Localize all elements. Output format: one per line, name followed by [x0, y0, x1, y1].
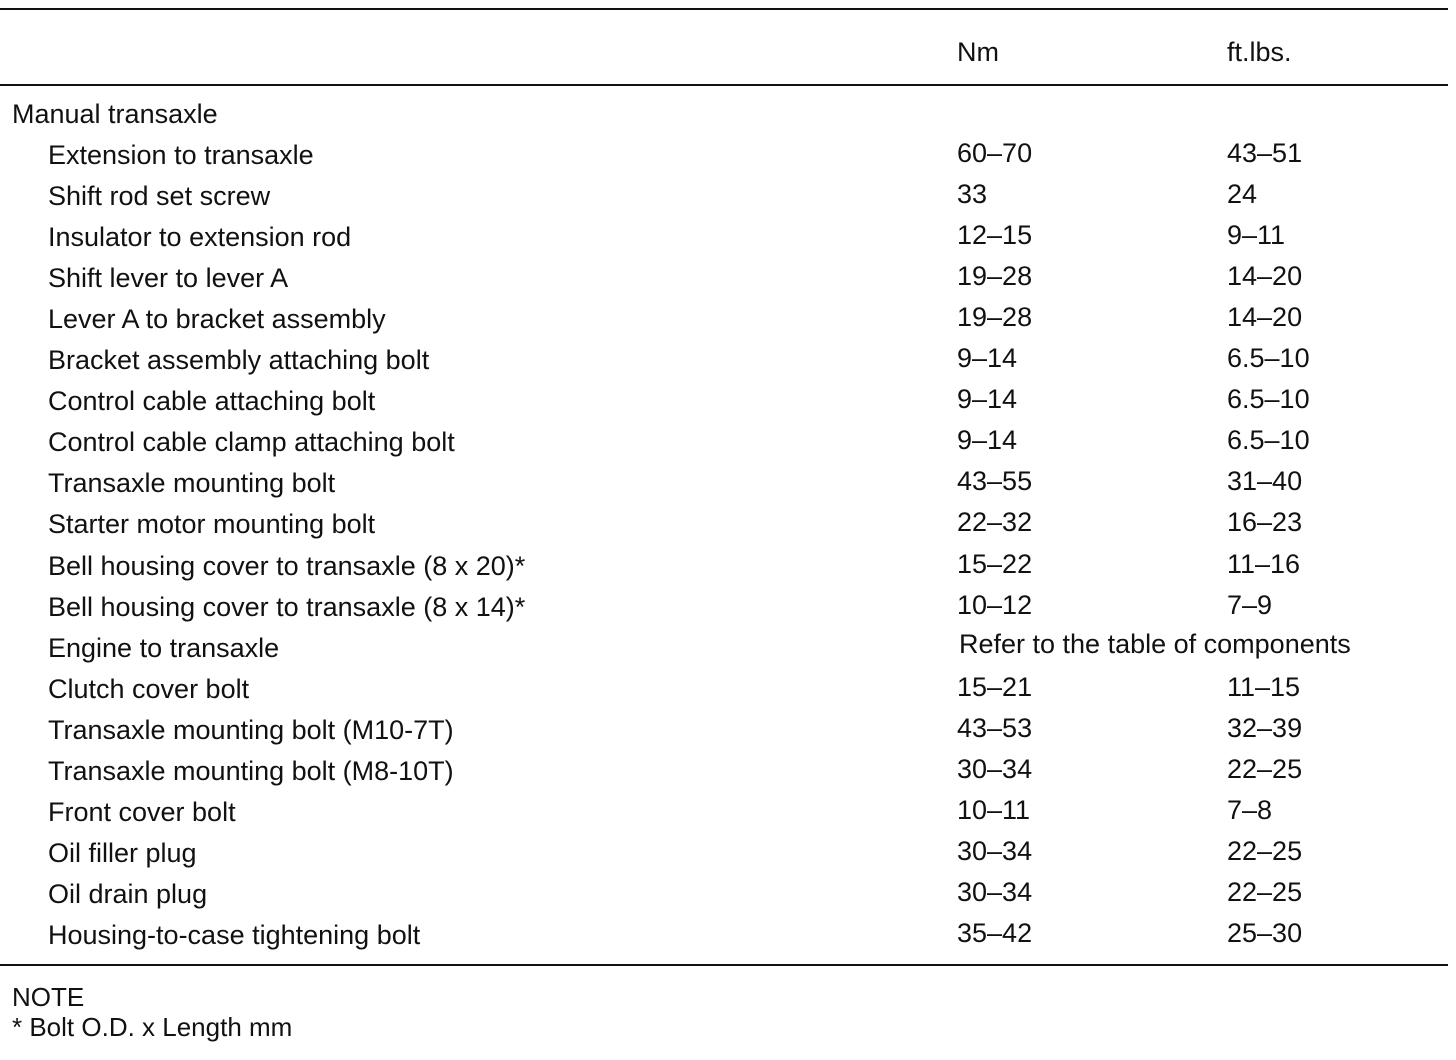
note-title: NOTE [12, 982, 85, 1012]
row-value-ftlbs: 14–20 [1227, 261, 1303, 291]
row-label: Starter motor mounting bolt [48, 509, 376, 539]
row-value-nm: 30–34 [957, 877, 1033, 907]
row-value-ftlbs: 22–25 [1227, 836, 1303, 866]
row-value-nm: 10–12 [957, 590, 1033, 620]
row-value-nm: 9–14 [957, 384, 1018, 414]
row-value-ftlbs: 6.5–10 [1227, 425, 1310, 455]
row-label: Transaxle mounting bolt (M10-7T) [48, 715, 454, 745]
row-label: Transaxle mounting bolt [48, 468, 336, 498]
row-label: Transaxle mounting bolt (M8-10T) [48, 756, 454, 786]
column-header-ftlbs: ft.lbs. [1227, 37, 1292, 67]
row-value-nm: 19–28 [957, 261, 1033, 291]
row-label: Clutch cover bolt [48, 674, 250, 704]
column-header-nm: Nm [957, 37, 999, 67]
row-label: Control cable clamp attaching bolt [48, 427, 455, 457]
row-label: Bell housing cover to transaxle (8 x 14)* [48, 592, 526, 622]
row-value-nm: 10–11 [957, 795, 1031, 825]
row-label: Insulator to extension rod [48, 222, 352, 252]
row-value-nm: 60–70 [957, 138, 1033, 168]
row-label: Oil filler plug [48, 838, 197, 868]
row-value-nm: 9–14 [957, 425, 1018, 455]
row-value-ftlbs: 16–23 [1227, 507, 1303, 537]
row-value-ftlbs: 9–11 [1227, 220, 1286, 250]
row-value-ftlbs: 14–20 [1227, 302, 1303, 332]
row-label: Lever A to bracket assembly [48, 304, 386, 334]
row-value-nm: 22–32 [957, 507, 1033, 537]
row-label: Extension to transaxle [48, 140, 314, 170]
row-value-nm: 15–22 [957, 549, 1033, 579]
row-label: Oil drain plug [48, 879, 208, 909]
row-value-nm: 30–34 [957, 754, 1033, 784]
row-label: Shift rod set screw [48, 181, 271, 211]
row-label: Front cover bolt [48, 797, 236, 827]
row-value-ftlbs: 32–39 [1227, 713, 1303, 743]
row-label: Bell housing cover to transaxle (8 x 20)* [48, 551, 526, 581]
row-label: Housing-to-case tightening bolt [48, 920, 421, 950]
row-value-nm: 33 [957, 179, 988, 209]
row-label: Engine to transaxle [48, 633, 280, 663]
row-value-ftlbs: 43–51 [1227, 138, 1303, 168]
table-top-rule [0, 8, 1448, 10]
row-value-nm: 43–55 [957, 466, 1033, 496]
row-value-nm: 19–28 [957, 302, 1033, 332]
note-text: * Bolt O.D. x Length mm [12, 1012, 293, 1042]
section-title: Manual transaxle [12, 99, 218, 129]
row-value-ftlbs: 11–16 [1227, 549, 1301, 579]
row-value-ftlbs: 6.5–10 [1227, 343, 1310, 373]
row-value-ftlbs: 22–25 [1227, 754, 1303, 784]
row-value-ftlbs: 6.5–10 [1227, 384, 1310, 414]
row-span-note: Refer to the table of components [959, 629, 1351, 659]
row-label: Shift lever to lever A [48, 263, 289, 293]
row-value-nm: 30–34 [957, 836, 1033, 866]
row-value-nm: 35–42 [957, 918, 1033, 948]
row-value-ftlbs: 7–8 [1227, 795, 1273, 825]
table-bottom-rule [0, 964, 1448, 966]
row-value-ftlbs: 31–40 [1227, 466, 1303, 496]
row-value-nm: 43–53 [957, 713, 1033, 743]
row-value-ftlbs: 24 [1227, 179, 1258, 209]
table-header-rule [0, 84, 1448, 86]
row-value-ftlbs: 11–15 [1227, 672, 1301, 702]
row-value-nm: 12–15 [957, 220, 1033, 250]
row-value-ftlbs: 22–25 [1227, 877, 1303, 907]
row-value-ftlbs: 7–9 [1227, 590, 1273, 620]
row-label: Control cable attaching bolt [48, 386, 376, 416]
row-value-ftlbs: 25–30 [1227, 918, 1303, 948]
row-label: Bracket assembly attaching bolt [48, 345, 430, 375]
row-value-nm: 15–21 [957, 672, 1033, 702]
row-value-nm: 9–14 [957, 343, 1018, 373]
